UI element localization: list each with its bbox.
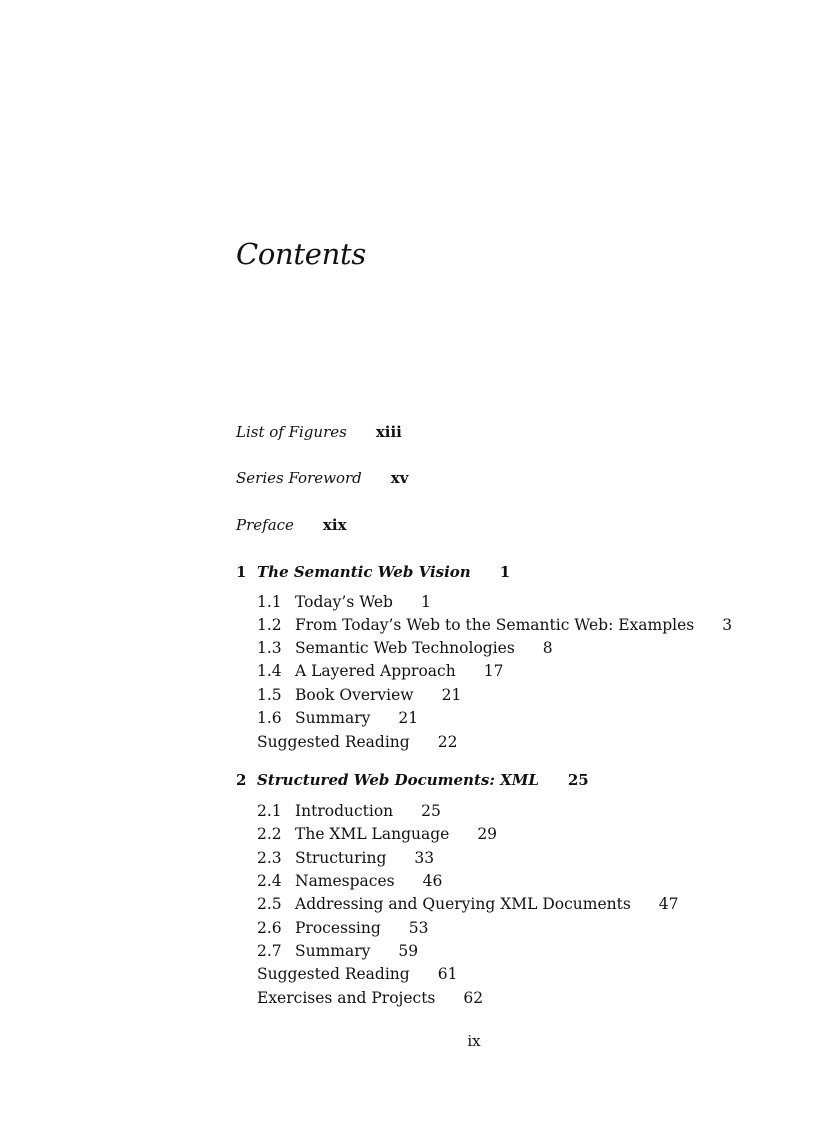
toc-section-entry[interactable]: [257, 917, 429, 939]
section-title: Semantic Web Technologies: [295, 639, 515, 657]
toc-section-entry[interactable]: [257, 847, 434, 869]
section-page: 22: [437, 733, 458, 751]
toc-section-entry[interactable]: [257, 684, 461, 706]
section-page: 25: [421, 802, 441, 820]
toc-section-entry[interactable]: [257, 987, 483, 1009]
section-number: 2.7: [257, 942, 282, 960]
section-number: 2.5: [257, 895, 282, 913]
section-page: 46: [422, 872, 443, 890]
section-number: 1.2: [257, 616, 282, 634]
section-number: 2.2: [257, 825, 282, 843]
section-title: The XML Language: [295, 825, 450, 843]
toc-section-entry[interactable]: [257, 870, 442, 892]
toc-front-matter-entry[interactable]: [236, 421, 402, 443]
toc-section-entry[interactable]: [257, 800, 441, 822]
toc-entry-page: xix: [322, 516, 347, 534]
section-title: Book Overview: [295, 686, 414, 704]
toc-section-entry[interactable]: [257, 893, 679, 915]
section-number: 2.3: [257, 849, 282, 867]
section-page: 29: [477, 825, 498, 843]
section-page: 21: [441, 686, 462, 704]
section-number: 1.4: [257, 662, 282, 680]
section-page: 17: [483, 662, 504, 680]
section-title: Introduction: [295, 802, 394, 820]
section-number: 1.3: [257, 639, 282, 657]
section-page: 8: [542, 639, 553, 657]
page-number: ix: [467, 1032, 481, 1050]
toc-entry-title: List of Figures: [236, 423, 347, 441]
section-page: 59: [398, 942, 419, 960]
section-title: Structuring: [295, 849, 387, 867]
section-title: Summary: [295, 942, 371, 960]
section-title: Namespaces: [295, 872, 395, 890]
section-page: 53: [408, 919, 429, 937]
section-page: 61: [437, 965, 458, 983]
toc-section-entry[interactable]: [257, 614, 732, 636]
chapter-number: 1: [236, 563, 247, 581]
toc-entry-title: Preface: [236, 516, 294, 534]
section-title: Today’s Web: [295, 593, 393, 611]
section-number: 1.6: [257, 709, 282, 727]
toc-entry-page: xv: [390, 469, 409, 487]
chapter-title: The Semantic Web Vision: [257, 563, 471, 581]
section-title: Exercises and Projects: [257, 989, 436, 1007]
chapter-number: 2: [236, 771, 247, 789]
section-title: From Today’s Web to the Semantic Web: Examples: [295, 616, 695, 634]
section-page: 47: [658, 895, 679, 913]
toc-section-entry[interactable]: [257, 591, 431, 613]
toc-chapter-heading[interactable]: [236, 769, 589, 791]
toc-section-entry[interactable]: [257, 940, 418, 962]
toc-section-entry[interactable]: [257, 823, 497, 845]
toc-section-entry[interactable]: [257, 637, 553, 659]
section-page: 33: [414, 849, 435, 867]
toc-section-entry[interactable]: [257, 963, 457, 985]
toc-entry-page: xiii: [375, 423, 402, 441]
section-number: 1.1: [257, 593, 282, 611]
section-title: Summary: [295, 709, 371, 727]
section-title: Processing: [295, 919, 381, 937]
section-page: 3: [722, 616, 733, 634]
section-page: 62: [463, 989, 484, 1007]
toc-section-entry[interactable]: [257, 731, 457, 753]
section-number: 2.1: [257, 802, 282, 820]
toc-front-matter-entry[interactable]: [236, 467, 408, 489]
toc-chapter-heading[interactable]: [236, 561, 510, 583]
section-title: A Layered Approach: [295, 662, 456, 680]
toc-section-entry[interactable]: [257, 707, 418, 729]
section-page: 1: [420, 593, 431, 611]
page-title: Contents: [236, 237, 366, 271]
toc-entry-title: Series Foreword: [236, 469, 362, 487]
chapter-page: 1: [499, 563, 511, 581]
chapter-page: 25: [567, 771, 589, 789]
section-number: 2.4: [257, 872, 282, 890]
chapter-title: Structured Web Documents: XML: [257, 771, 539, 789]
section-number: 2.6: [257, 919, 282, 937]
section-number: 1.5: [257, 686, 282, 704]
toc-front-matter-entry[interactable]: [236, 514, 347, 536]
section-page: 21: [398, 709, 419, 727]
toc-section-entry[interactable]: [257, 660, 503, 682]
section-title: Addressing and Querying XML Documents: [295, 895, 631, 913]
section-title: Suggested Reading: [257, 965, 410, 983]
section-title: Suggested Reading: [257, 733, 410, 751]
